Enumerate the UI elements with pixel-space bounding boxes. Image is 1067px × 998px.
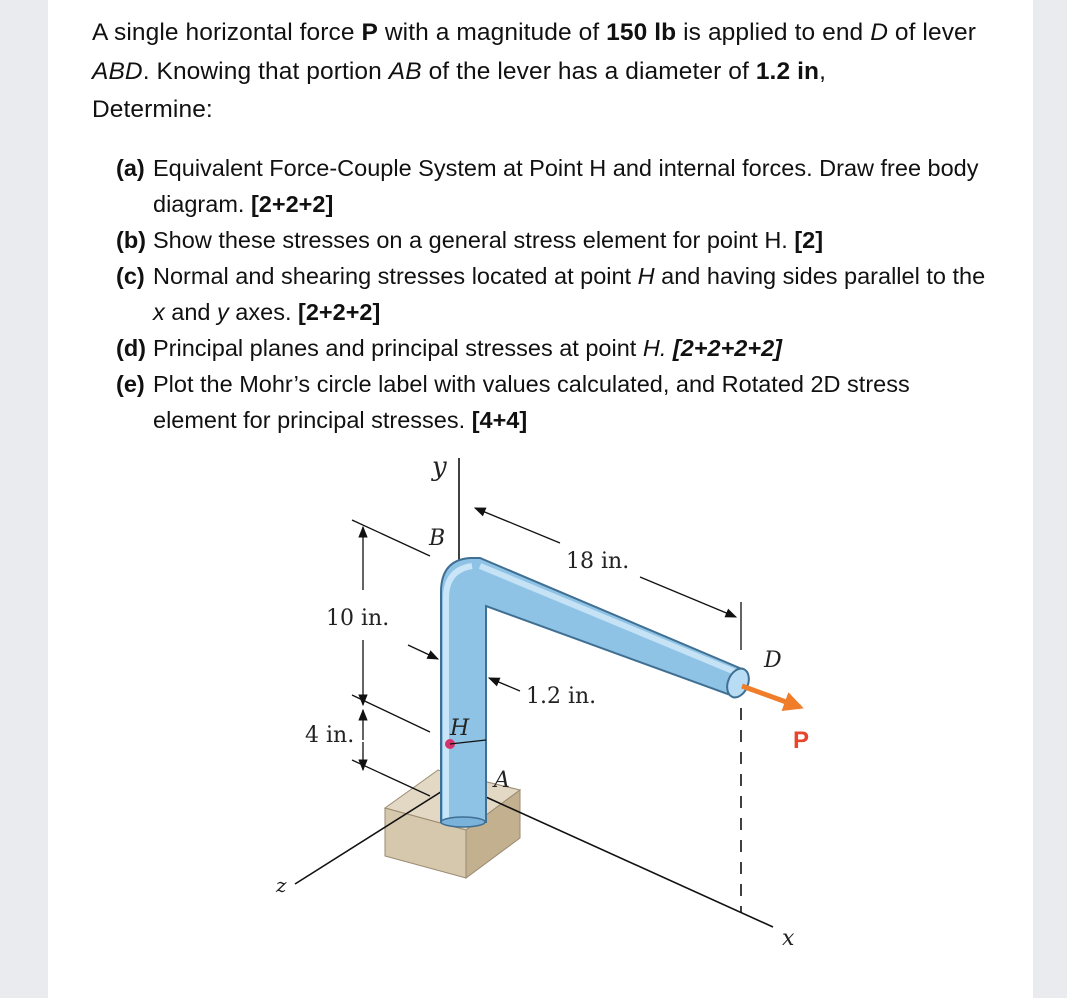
label-point-h: H (450, 716, 470, 741)
part-b: (b) Show these stresses on a general stress element for point H. [2] (116, 226, 824, 253)
problem-intro: A single horizontal force P with a magnitude of 150 lb is applied to end D of lever ABD. Knowing that portion AB of the lever has a diameter of 1.2 in, Determine: (92, 19, 977, 123)
dia-arrow-right (489, 678, 520, 691)
label-point-d: D (764, 648, 782, 673)
diameter-value: 1.2 in (755, 57, 820, 85)
label-10-in: 10 in. (326, 606, 390, 631)
dim-10-top-extension (352, 520, 430, 556)
label-point-a: A (494, 768, 510, 793)
label-z-axis: z (276, 873, 287, 897)
dim-4-bottom-extension (352, 760, 430, 796)
x-axis-line (455, 783, 773, 927)
dim-18-extension-left (475, 508, 560, 543)
part-c: (c) Normal and shearing stresses located at point H and having sides parallel to the x and y axes. [2+2+2] (116, 262, 986, 325)
label-y-axis: y (432, 452, 447, 482)
label-x-axis: x (782, 926, 795, 951)
label-force-p: P (793, 727, 810, 754)
dim-18-extension-right (640, 577, 736, 617)
magnitude-value: 150 lb (606, 19, 677, 46)
dia-arrow-left (408, 645, 438, 659)
label-18-in: 18 in. (566, 549, 630, 574)
label-1-2-in: 1.2 in. (526, 684, 597, 709)
dim-10-bottom-extension (352, 695, 430, 732)
part-d: (d) Principal planes and principal stresses at point H. [2+2+2+2] (116, 334, 782, 361)
part-e: (e) Plot the Mohr’s circle label with values calculated, and Rotated 2D stress element for principal stresses. [4+4] (116, 370, 910, 433)
force-p-arrow (742, 686, 800, 707)
label-4-in: 4 in. (305, 723, 355, 748)
part-a: (a) Equivalent Force-Couple System at Point H and internal forces. Draw free body diagram. [2+2+2] (116, 154, 979, 217)
label-point-b: B (429, 526, 446, 551)
